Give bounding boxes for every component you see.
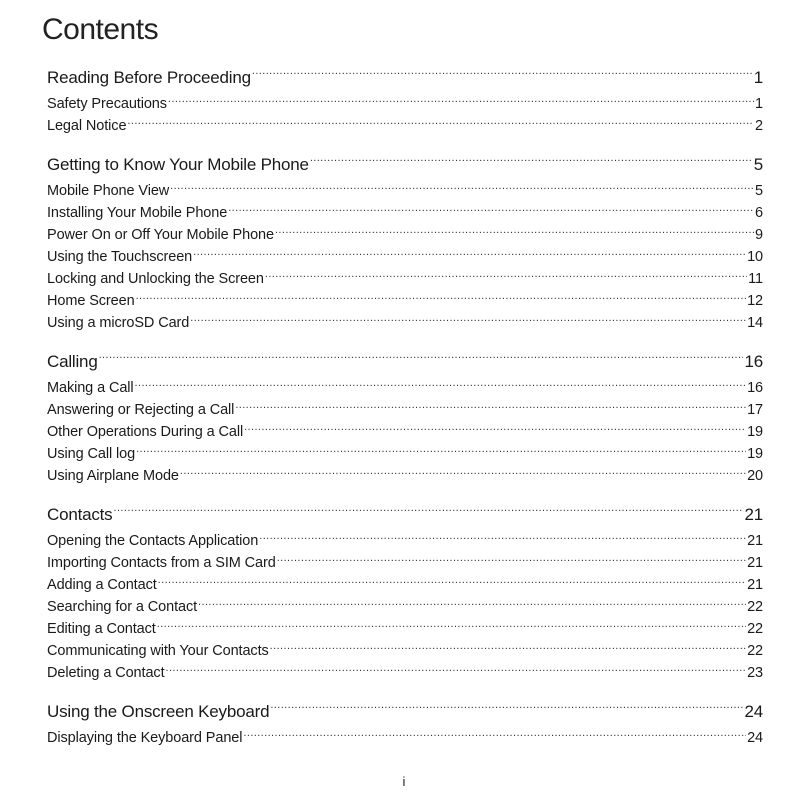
dot-leader: [180, 466, 746, 481]
toc-entry-label: Communicating with Your Contacts: [47, 643, 269, 659]
table-of-contents: [47, 64, 763, 763]
toc-page-number: 10: [747, 249, 763, 265]
toc-page-number: 14: [747, 315, 763, 331]
toc-entry[interactable]: [47, 574, 763, 596]
dot-leader: [277, 553, 746, 568]
toc-entry-label: Other Operations During a Call: [47, 424, 244, 440]
toc-entry-label: Answering or Rejecting a Call: [47, 402, 235, 418]
dot-leader: [198, 597, 746, 612]
toc-entry[interactable]: [47, 727, 763, 749]
toc-entry-label: Using a microSD Card: [47, 315, 190, 331]
toc-heading-label: Using the Onscreen Keyboard: [47, 702, 270, 721]
toc-page-number: 11: [748, 271, 763, 287]
dot-leader: [158, 575, 746, 590]
toc-heading-label: Calling: [47, 352, 98, 371]
toc-entry-label: Using Call log: [47, 446, 136, 462]
page-footer-number: i: [402, 774, 406, 789]
toc-page-number: 21: [744, 505, 763, 524]
toc-entry-label: Displaying the Keyboard Panel: [47, 730, 243, 746]
toc-entry-label: Editing a Contact: [47, 621, 156, 637]
toc-entry-label: Adding a Contact: [47, 577, 157, 593]
toc-heading[interactable]: [47, 698, 763, 725]
toc-entry[interactable]: [47, 421, 763, 443]
toc-heading-label: Reading Before Proceeding: [47, 68, 251, 87]
toc-entry[interactable]: [47, 662, 763, 684]
toc-entry[interactable]: [47, 290, 763, 312]
dot-leader: [310, 153, 753, 170]
toc-page-number: 16: [744, 352, 763, 371]
dot-leader: [244, 422, 746, 437]
toc-section: [47, 348, 763, 487]
toc-page-number: 12: [747, 293, 763, 309]
toc-page-number: 22: [747, 621, 763, 637]
toc-page-number: 16: [747, 380, 763, 396]
toc-entry-label: Safety Precautions: [47, 96, 167, 112]
dot-leader: [270, 700, 743, 717]
toc-entry-label: Home Screen: [47, 293, 135, 309]
toc-entry[interactable]: [47, 224, 763, 246]
toc-entry-label: Mobile Phone View: [47, 183, 170, 199]
toc-entry[interactable]: [47, 596, 763, 618]
toc-page-number: 1: [755, 96, 763, 112]
toc-entry-label: Deleting a Contact: [47, 665, 165, 681]
toc-entry[interactable]: [47, 246, 763, 268]
dot-leader: [228, 203, 754, 218]
toc-entry[interactable]: [47, 443, 763, 465]
dot-leader: [190, 313, 746, 328]
dot-leader: [135, 378, 747, 393]
toc-page-number: 21: [747, 577, 763, 593]
toc-entry[interactable]: [47, 202, 763, 224]
toc-page-number: 24: [744, 702, 763, 721]
toc-page-number: 1: [753, 68, 763, 87]
toc-entry-label: Locking and Unlocking the Screen: [47, 271, 264, 287]
dot-leader: [127, 116, 754, 131]
toc-section: [47, 698, 763, 749]
toc-page-number: 5: [755, 183, 763, 199]
toc-entry-label: Searching for a Contact: [47, 599, 198, 615]
toc-entry[interactable]: [47, 552, 763, 574]
toc-page-number: 21: [747, 533, 763, 549]
toc-entry[interactable]: [47, 465, 763, 487]
toc-section: [47, 151, 763, 334]
toc-entry-label: Using Airplane Mode: [47, 468, 179, 484]
toc-entry-label: Making a Call: [47, 380, 134, 396]
dot-leader: [114, 503, 744, 520]
dot-leader: [235, 400, 746, 415]
dot-leader: [259, 531, 746, 546]
toc-entry[interactable]: [47, 115, 763, 137]
dot-leader: [270, 641, 746, 656]
toc-page-number: 22: [747, 599, 763, 615]
dot-leader: [136, 291, 747, 306]
toc-section: [47, 501, 763, 684]
toc-heading[interactable]: [47, 501, 763, 528]
dot-leader: [136, 444, 746, 459]
dot-leader: [157, 619, 746, 634]
toc-entry-label: Power On or Off Your Mobile Phone: [47, 227, 274, 243]
toc-page-number: 24: [747, 730, 763, 746]
toc-page-number: 5: [753, 155, 763, 174]
toc-entry-label: Installing Your Mobile Phone: [47, 205, 228, 221]
toc-section: [47, 64, 763, 137]
dot-leader: [193, 247, 746, 262]
toc-entry[interactable]: [47, 399, 763, 421]
toc-page-number: 22: [747, 643, 763, 659]
toc-heading[interactable]: [47, 348, 763, 375]
toc-page-number: 2: [755, 118, 763, 134]
toc-heading-label: Contacts: [47, 505, 113, 524]
toc-entry-label: Opening the Contacts Application: [47, 533, 259, 549]
toc-page-number: 17: [747, 402, 763, 418]
toc-entry[interactable]: [47, 93, 763, 115]
toc-page-number: 9: [755, 227, 763, 243]
dot-leader: [243, 728, 746, 743]
dot-leader: [252, 66, 753, 83]
toc-heading-label: Getting to Know Your Mobile Phone: [47, 155, 309, 174]
toc-entry[interactable]: [47, 640, 763, 662]
dot-leader: [168, 94, 754, 109]
toc-heading[interactable]: [47, 64, 763, 91]
toc-entry-label: Importing Contacts from a SIM Card: [47, 555, 276, 571]
toc-entry[interactable]: [47, 618, 763, 640]
dot-leader: [166, 663, 747, 678]
toc-entry[interactable]: [47, 530, 763, 552]
toc-entry[interactable]: [47, 268, 763, 290]
toc-page-number: 20: [747, 468, 763, 484]
dot-leader: [265, 269, 747, 284]
page-title: Contents: [42, 13, 159, 46]
toc-page-number: 23: [747, 665, 763, 681]
toc-heading[interactable]: [47, 151, 763, 178]
toc-entry[interactable]: [47, 377, 763, 399]
toc-entry-label: Using the Touchscreen: [47, 249, 193, 265]
toc-page-number: 6: [755, 205, 763, 221]
dot-leader: [275, 225, 754, 240]
toc-entry[interactable]: [47, 312, 763, 334]
toc-entry[interactable]: [47, 180, 763, 202]
toc-page-number: 19: [747, 446, 763, 462]
toc-page-number: 19: [747, 424, 763, 440]
dot-leader: [170, 181, 754, 196]
toc-entry-label: Legal Notice: [47, 118, 127, 134]
dot-leader: [99, 350, 744, 367]
toc-page-number: 21: [747, 555, 763, 571]
